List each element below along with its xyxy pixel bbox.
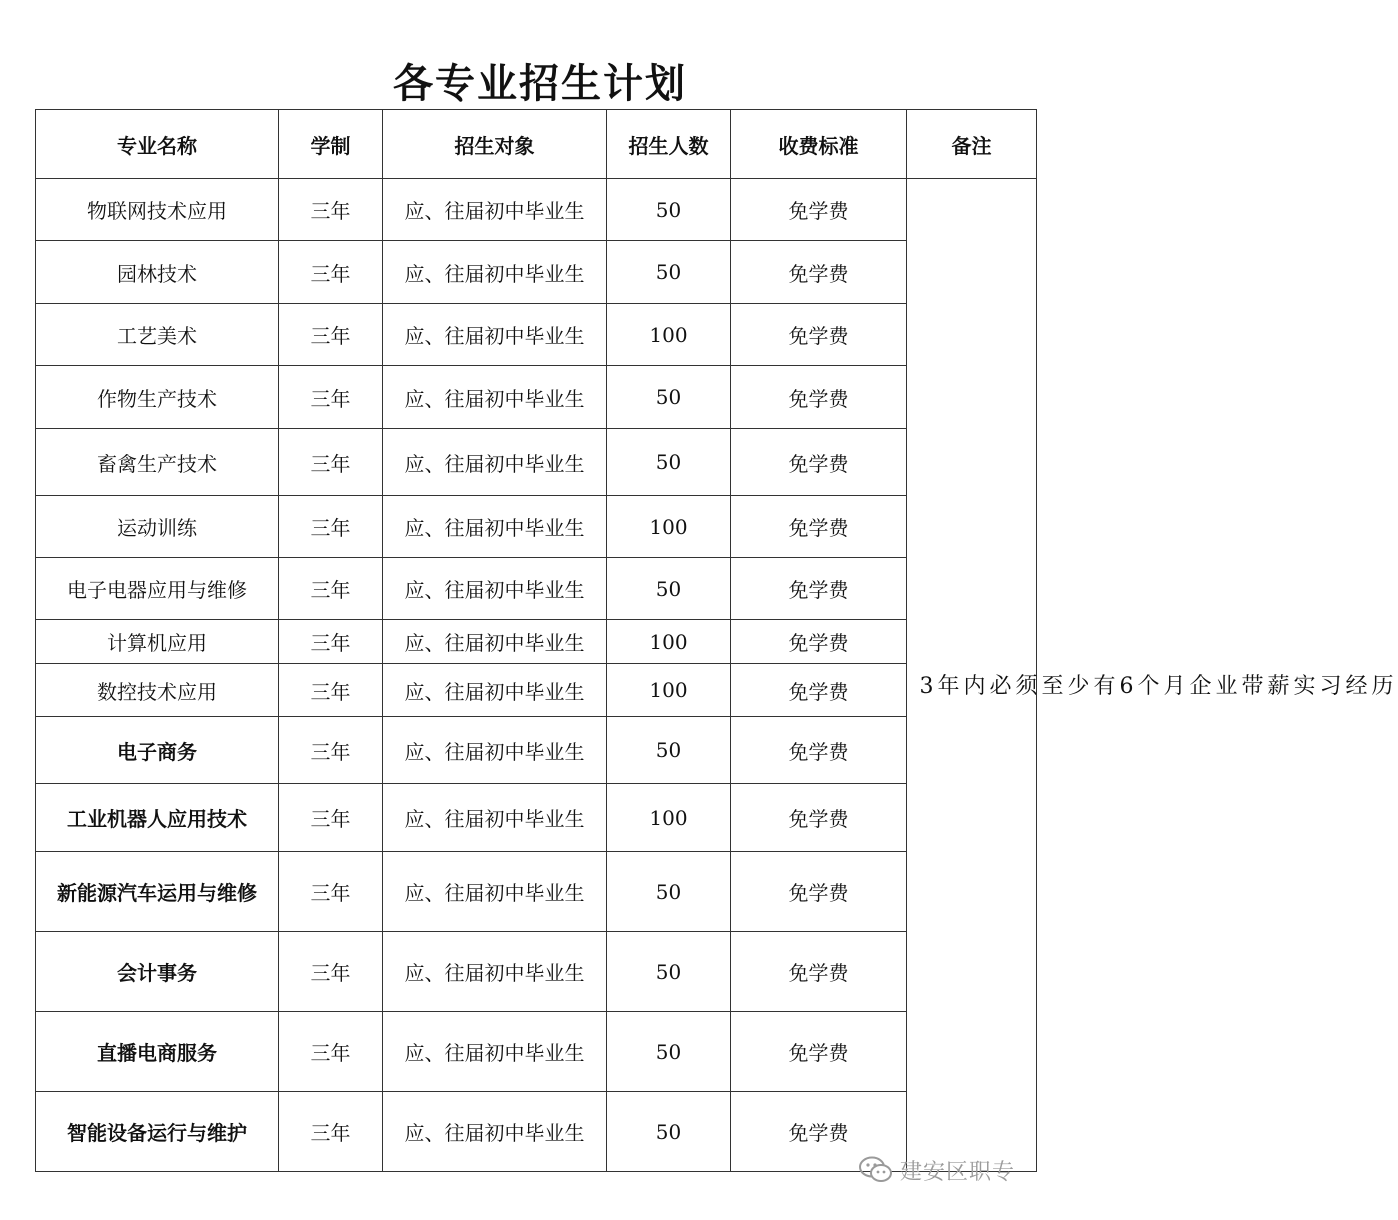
header-count: 招生人数	[607, 110, 731, 179]
cell-fee: 免学费	[731, 304, 907, 366]
table-row	[36, 241, 1037, 304]
cell-count: 50	[607, 932, 731, 1012]
cell-years: 三年	[279, 717, 383, 784]
cell-name: 智能设备运行与维护	[36, 1092, 279, 1172]
watermark-text: 建安区职专	[900, 1159, 1016, 1185]
cell-name: 电子电器应用与维修	[36, 558, 279, 620]
cell-name: 计算机应用	[36, 620, 279, 664]
cell-target: 应、往届初中毕业生	[383, 496, 607, 558]
cell-count: 50	[607, 1012, 731, 1092]
cell-fee: 免学费	[731, 620, 907, 664]
cell-target: 应、往届初中毕业生	[383, 1012, 607, 1092]
cell-fee: 免学费	[731, 1092, 907, 1172]
note-text: 3年内必须至少有6个月企业带薪实习经历	[919, 674, 1398, 699]
cell-name: 畜禽生产技术	[36, 429, 279, 496]
cell-target: 应、往届初中毕业生	[383, 366, 607, 429]
cell-count: 50	[607, 558, 731, 620]
cell-count: 50	[607, 179, 731, 241]
cell-count: 50	[607, 241, 731, 304]
table-row	[36, 620, 1037, 664]
cell-count: 100	[607, 304, 731, 366]
table-row	[36, 496, 1037, 558]
cell-target: 应、往届初中毕业生	[383, 304, 607, 366]
cell-years: 三年	[279, 429, 383, 496]
cell-fee: 免学费	[731, 932, 907, 1012]
wechat-watermark	[858, 1152, 1015, 1188]
cell-fee: 免学费	[731, 496, 907, 558]
cell-years: 三年	[279, 620, 383, 664]
header-years: 学制	[279, 110, 383, 179]
cell-fee: 免学费	[731, 558, 907, 620]
header-target: 招生对象	[383, 110, 607, 179]
cell-count: 50	[607, 1092, 731, 1172]
cell-target: 应、往届初中毕业生	[383, 620, 607, 664]
cell-years: 三年	[279, 496, 383, 558]
cell-target: 应、往届初中毕业生	[383, 784, 607, 852]
cell-count: 50	[607, 429, 731, 496]
cell-target: 应、往届初中毕业生	[383, 852, 607, 932]
cell-count: 50	[607, 717, 731, 784]
cell-target: 应、往届初中毕业生	[383, 664, 607, 717]
wechat-icon	[858, 1155, 894, 1185]
cell-count: 100	[607, 784, 731, 852]
header-note: 备注	[907, 110, 1037, 179]
cell-name: 数控技术应用	[36, 664, 279, 717]
cell-years: 三年	[279, 304, 383, 366]
cell-name: 工艺美术	[36, 304, 279, 366]
cell-name: 电子商务	[36, 717, 279, 784]
table-row	[36, 717, 1037, 784]
cell-name: 会计事务	[36, 932, 279, 1012]
cell-years: 三年	[279, 784, 383, 852]
cell-fee: 免学费	[731, 241, 907, 304]
cell-fee: 免学费	[731, 429, 907, 496]
table-header-row	[36, 110, 1037, 179]
table-row	[36, 1012, 1037, 1092]
cell-years: 三年	[279, 558, 383, 620]
table-row	[36, 784, 1037, 852]
cell-count: 50	[607, 852, 731, 932]
cell-count: 100	[607, 664, 731, 717]
cell-name: 运动训练	[36, 496, 279, 558]
cell-name: 园林技术	[36, 241, 279, 304]
cell-fee: 免学费	[731, 784, 907, 852]
cell-years: 三年	[279, 1012, 383, 1092]
cell-fee: 免学费	[731, 366, 907, 429]
cell-years: 三年	[279, 1092, 383, 1172]
cell-years: 三年	[279, 366, 383, 429]
cell-target: 应、往届初中毕业生	[383, 429, 607, 496]
header-name: 专业名称	[36, 110, 279, 179]
cell-years: 三年	[279, 241, 383, 304]
cell-name: 物联网技术应用	[36, 179, 279, 241]
cell-target: 应、往届初中毕业生	[383, 179, 607, 241]
cell-fee: 免学费	[731, 717, 907, 784]
cell-target: 应、往届初中毕业生	[383, 241, 607, 304]
page-title: 各专业招生计划	[393, 61, 687, 107]
cell-count: 50	[607, 366, 731, 429]
cell-fee: 免学费	[731, 1012, 907, 1092]
table-row	[36, 558, 1037, 620]
cell-years: 三年	[279, 179, 383, 241]
cell-name: 新能源汽车运用与维修	[36, 852, 279, 932]
cell-target: 应、往届初中毕业生	[383, 1092, 607, 1172]
header-fee: 收费标准	[731, 110, 907, 179]
note-cell	[907, 179, 1398, 1172]
cell-fee: 免学费	[731, 179, 907, 241]
table-row	[36, 429, 1037, 496]
cell-name: 直播电商服务	[36, 1012, 279, 1092]
cell-years: 三年	[279, 852, 383, 932]
cell-name: 作物生产技术	[36, 366, 279, 429]
table-row	[36, 664, 1037, 717]
table-row	[36, 852, 1037, 932]
table-row	[36, 932, 1037, 1012]
table-row	[36, 304, 1037, 366]
cell-name: 工业机器人应用技术	[36, 784, 279, 852]
cell-fee: 免学费	[731, 664, 907, 717]
cell-target: 应、往届初中毕业生	[383, 932, 607, 1012]
cell-count: 100	[607, 496, 731, 558]
cell-count: 100	[607, 620, 731, 664]
cell-fee: 免学费	[731, 852, 907, 932]
enrollment-plan-table	[35, 109, 1398, 1172]
cell-years: 三年	[279, 664, 383, 717]
table-row	[36, 179, 1037, 241]
table-row	[36, 366, 1037, 429]
cell-target: 应、往届初中毕业生	[383, 558, 607, 620]
cell-years: 三年	[279, 932, 383, 1012]
cell-target: 应、往届初中毕业生	[383, 717, 607, 784]
